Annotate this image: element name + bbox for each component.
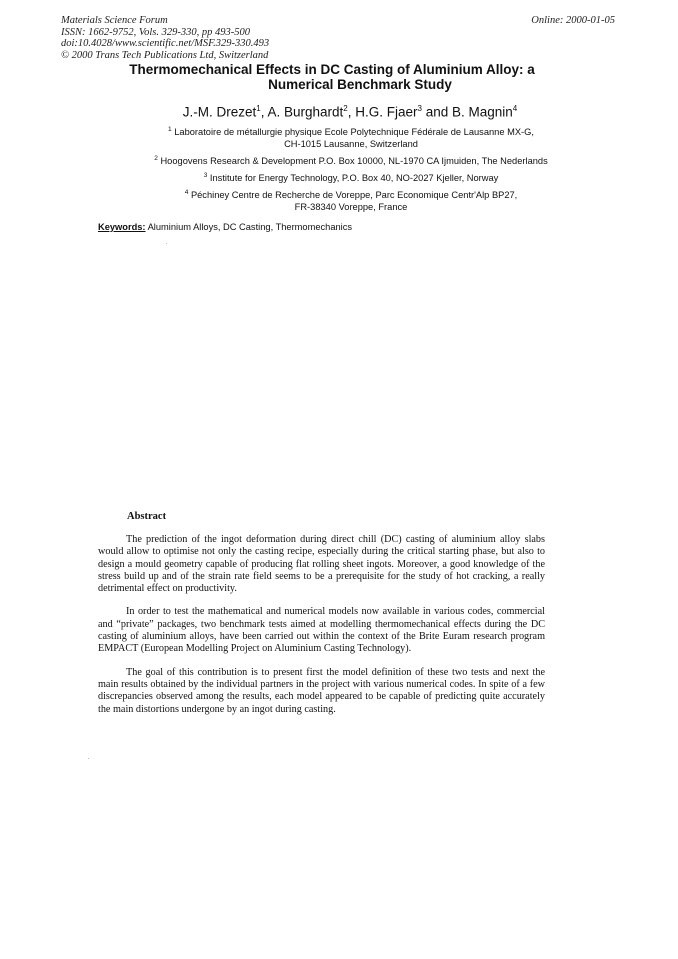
journal-name: Materials Science Forum	[61, 15, 168, 26]
abstract-heading: Abstract	[127, 511, 167, 522]
author-3-sup: 3	[417, 104, 422, 113]
journal-copyright: © 2000 Trans Tech Publications Ltd, Switzerland	[61, 49, 269, 61]
affiliation-1-line-2: CH-1015 Lausanne, Switzerland	[284, 139, 418, 150]
keywords	[98, 221, 352, 233]
keywords-text: Aluminium Alloys, DC Casting, Thermomechanics	[145, 222, 353, 232]
author-1-sup: 1	[256, 104, 261, 113]
journal-header	[61, 15, 269, 61]
affiliation-1	[60, 124, 642, 150]
title-line-2: Numerical Benchmark Study	[268, 77, 452, 92]
affiliation-1-line-1	[60, 124, 642, 138]
abstract-paragraph-1: The prediction of the ingot deformation during direct chill (DC) casting of aluminium alloy slabs would allow to optimise not only the casting recipe, especially during the critical starting phase, but also to design a mould geometry capable of producing flat rolling sheet ingots. Moreover, a good knowledge of the stress build up and of the strain rate field seems to be a prerequisite for the study of hot cracking, a really detrimental effect on productivity.	[98, 534, 545, 595]
affiliation-2-line-1	[60, 153, 642, 167]
affiliation-4-line-1	[60, 187, 642, 201]
abstract-paragraph-2: In order to test the mathematical and numerical models now available in various codes, commercial and “private” packages, two benchmark tests aimed at modelling thermomechanical effects during the DC casting of aluminium alloys, have been carried out within the context of the Brite Euram research program EMPACT (European Modelling Project on Aluminium Casting Technology).	[98, 606, 545, 655]
affiliation-1-text: Laboratoire de métallurgie physique Ecole Polytechnique Fédérale de Lausanne MX-G,	[174, 127, 534, 138]
affiliation-4	[60, 187, 642, 213]
paper-title	[60, 62, 660, 92]
affiliation-2-text: Hoogovens Research & Development P.O. Box 10000, NL-1970 CA Ijmuiden, The Nederlands	[160, 156, 548, 167]
author-4-sup: 4	[512, 104, 518, 113]
affiliation-3-sup: 3	[203, 172, 208, 179]
affiliation-4-sup: 4	[184, 189, 189, 196]
affiliation-3-line-1	[60, 170, 642, 184]
author-list	[60, 101, 640, 121]
title-line-1: Thermomechanical Effects in DC Casting of Aluminium Alloy: a	[129, 62, 535, 77]
journal-doi: doi:10.4028/www.scientific.net/MSF.329-330.493	[61, 38, 270, 49]
scan-speck	[166, 243, 167, 244]
online-date: Online: 2000-01-05	[531, 15, 615, 26]
affiliation-4-line-2: FR-38340 Voreppe, France	[294, 202, 408, 213]
affiliation-3-text: Institute for Energy Technology, P.O. Box 40, NO-2027 Kjeller, Norway	[209, 173, 499, 184]
author-separator: ,	[347, 104, 356, 120]
journal-issn: ISSN: 1662-9752, Vols. 329-330, pp 493-500	[61, 26, 250, 38]
author-4: B. Magnin	[452, 104, 513, 120]
scan-speck	[88, 758, 89, 759]
author-separator: ,	[260, 104, 268, 120]
author-2: A. Burghardt	[267, 104, 344, 120]
affiliation-4-text: Péchiney Centre de Recherche de Voreppe, Parc Economique Centr'Alp BP27,	[190, 190, 518, 201]
keywords-label: Keywords:	[98, 222, 146, 232]
abstract-paragraph-3: The goal of this contribution is to present first the model definition of these two tests and next the main results obtained by the individual partners in the project with various numerical codes. In spite of a few discrepancies observed among the results, each model appeared to be capable of predicting quite accurately the main distortions undergone by an ingot during casting.	[98, 666, 545, 715]
author-3: H.G. Fjaer	[355, 104, 418, 120]
affiliation-2	[60, 153, 642, 167]
affiliation-1-sup: 1	[168, 126, 172, 133]
author-1: J.-M. Drezet	[182, 104, 257, 120]
affiliation-2-sup: 2	[154, 155, 158, 162]
author-2-sup: 2	[343, 104, 348, 113]
author-and: and	[421, 104, 452, 120]
affiliation-3	[60, 170, 642, 184]
abstract-body	[98, 534, 545, 727]
